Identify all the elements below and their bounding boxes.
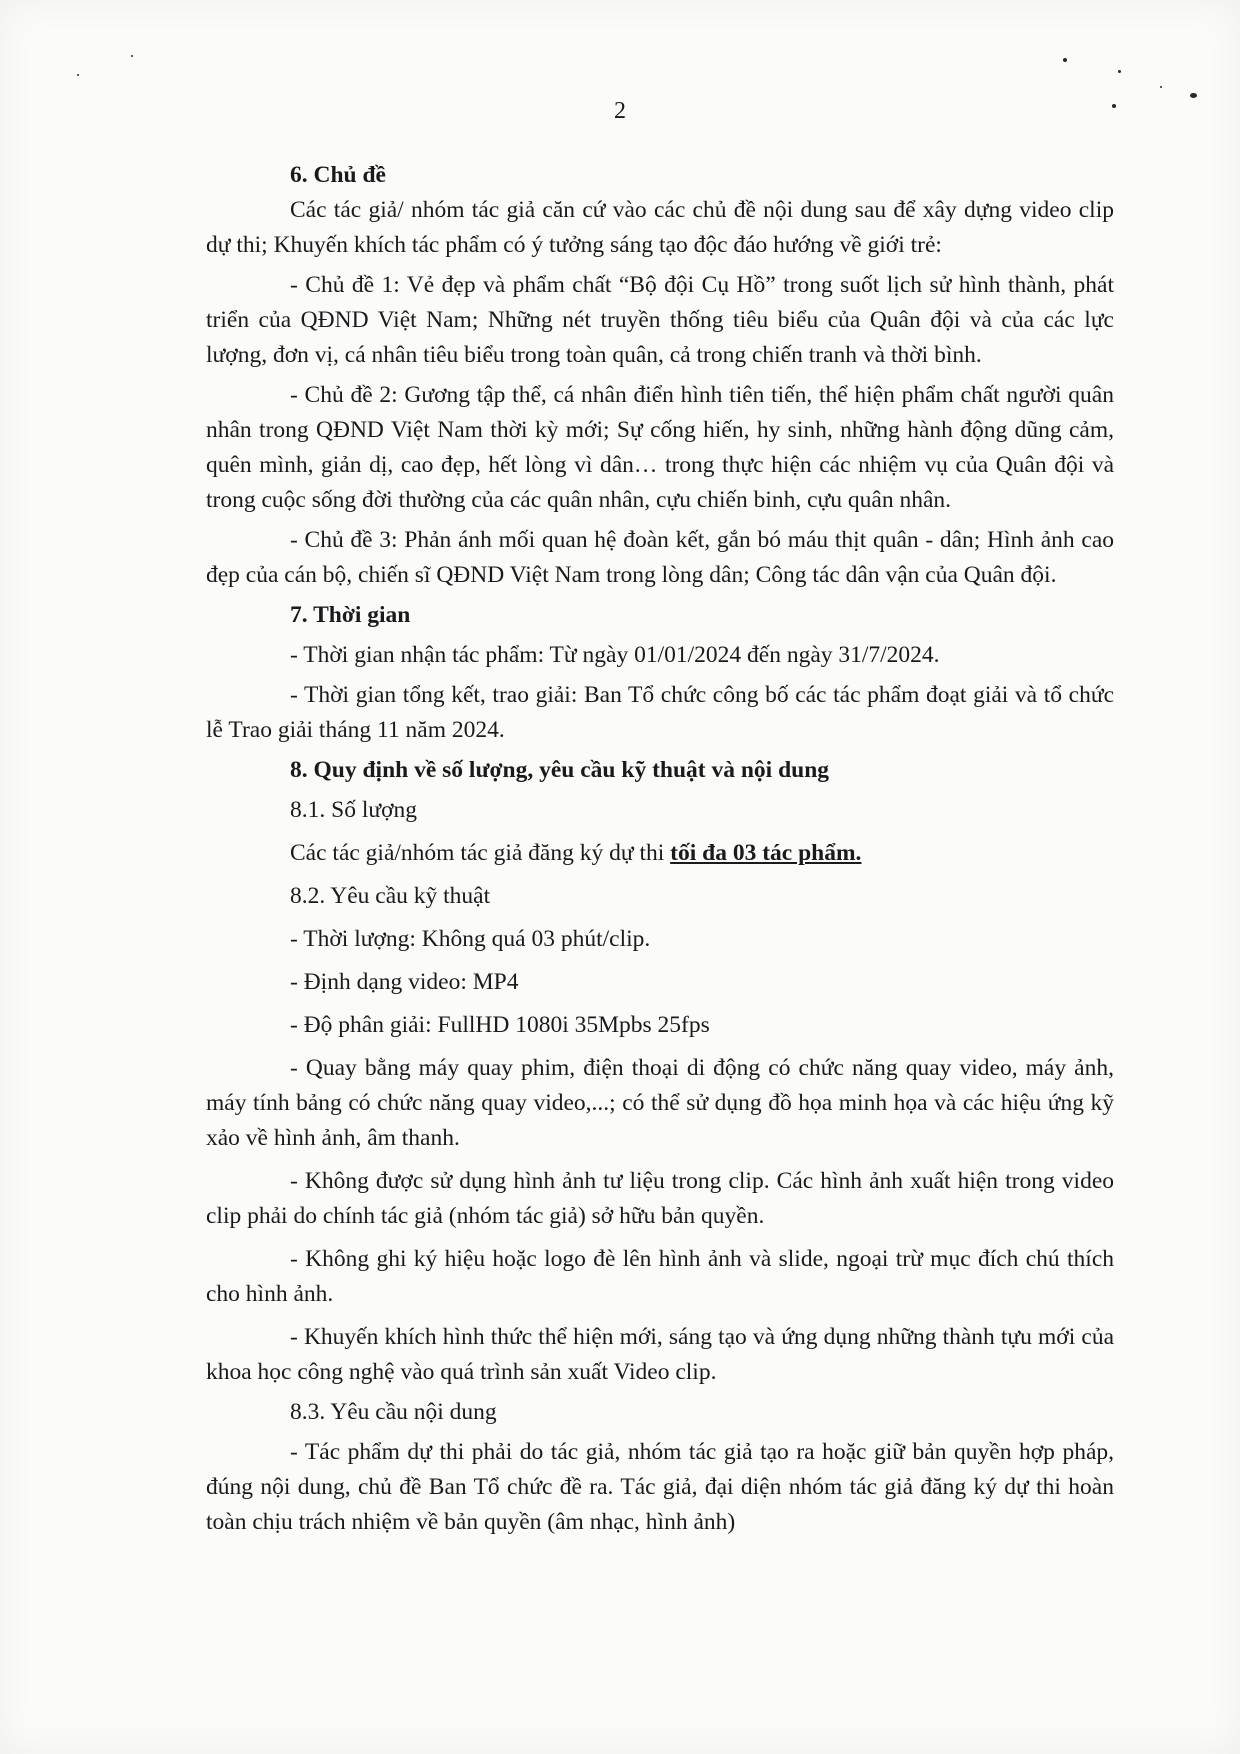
recording-item: - Quay bằng máy quay phim, điện thoại di động có chức năng quay video, máy ảnh, máy tính bảng có chức năng quay video,...; có thể sử dụng đồ họa minh họa và các hiệu ứng kỹ xảo về hình ảnh, âm thanh. (206, 1055, 1114, 1151)
resolution-item: - Độ phân giải: FullHD 1080i 35Mpbs 25fps (290, 1012, 710, 1038)
section-6-heading: 6. Chủ đề (290, 162, 386, 188)
scan-speck (131, 55, 133, 57)
encourage-item: - Khuyến khích hình thức thể hiện mới, sáng tạo và ứng dụng những thành tựu mới của khoa học công nghệ vào quá trình sản xuất Video clip. (206, 1324, 1114, 1385)
document-body (206, 158, 1114, 1540)
section-6-intro: Các tác giả/ nhóm tác giả căn cứ vào các chủ đề nội dung sau để xây dựng video clip dự thi; Khuyến khích tác phẩm có ý tưởng sáng tạo độc đáo hướng về giới trẻ: (206, 197, 1114, 258)
duration-item: - Thời lượng: Không quá 03 phút/clip. (290, 926, 651, 952)
topic-3-paragraph: - Chủ đề 3: Phản ánh mối quan hệ đoàn kết, gắn bó máu thịt quân - dân; Hình ảnh cao đẹp của cán bộ, chiến sĩ QĐND Việt Nam trong lòng dân; Công tác dân vận của Quân đội. (206, 527, 1114, 588)
topic-2-paragraph: - Chủ đề 2: Gương tập thể, cá nhân điển hình tiên tiến, thể hiện phẩm chất người quân nhân trong QĐND Việt Nam thời kỳ mới; Sự cống hiến, hy sinh, những hành động dũng cảm, quên mình, giản dị, cao đẹp, hết lòng vì dân… trong thực hiện các nhiệm vụ của Quân đội và trong cuộc sống đời thường của các quân nhân, cựu chiến binh, cựu quân nhân. (206, 382, 1114, 513)
scan-speck (1063, 58, 1067, 62)
scan-speck (1118, 70, 1121, 73)
quantity-paragraph (206, 836, 1114, 871)
logo-item: - Không ghi ký hiệu hoặc logo đè lên hình ảnh và slide, ngoại trừ mục đích chú thích cho hình ảnh. (206, 1246, 1114, 1307)
section-8-3-heading: 8.3. Yêu cầu nội dung (290, 1399, 497, 1425)
format-item: - Định dạng video: MP4 (290, 969, 519, 995)
section-8-heading: 8. Quy định về số lượng, yêu cầu kỹ thuật và nội dung (290, 757, 830, 783)
quantity-text: Các tác giả/nhóm tác giả đăng ký dự thi (290, 840, 671, 866)
summary-period-paragraph: - Thời gian tổng kết, trao giải: Ban Tổ chức công bố các tác phẩm đoạt giải và tổ chức lễ Trao giải tháng 11 năm 2024. (206, 682, 1114, 743)
section-8-1-heading: 8.1. Số lượng (290, 797, 418, 823)
page-number: 2 (614, 98, 626, 124)
archive-footage-item: - Không được sử dụng hình ảnh tư liệu trong clip. Các hình ảnh xuất hiện trong video clip phải do chính tác giả (nhóm tác giả) sở hữu bản quyền. (206, 1168, 1114, 1229)
copyright-item: - Tác phẩm dự thi phải do tác giả, nhóm tác giả tạo ra hoặc giữ bản quyền hợp pháp, đúng nội dung, chủ đề Ban Tổ chức đề ra. Tác giả, đại diện nhóm tác giả đăng ký dự thi hoàn toàn chịu trách nhiệm về bản quyền (âm nhạc, hình ảnh) (206, 1439, 1114, 1535)
scan-speck (1160, 86, 1162, 88)
section-8-2-heading: 8.2. Yêu cầu kỹ thuật (290, 883, 491, 909)
section-7-heading: 7. Thời gian (290, 602, 411, 628)
quantity-emphasis: tối đa 03 tác phẩm. (670, 840, 862, 866)
receive-period-paragraph: - Thời gian nhận tác phẩm: Từ ngày 01/01/2024 đến ngày 31/7/2024. (290, 642, 940, 668)
topic-1-paragraph: - Chủ đề 1: Vẻ đẹp và phẩm chất “Bộ đội Cụ Hồ” trong suốt lịch sử hình thành, phát triển của QĐND Việt Nam; Những nét truyền thống tiêu biểu của Quân đội và của các lực lượng, đơn vị, cá nhân tiêu biểu trong toàn quân, cả trong chiến tranh và thời bình. (206, 272, 1114, 368)
scan-speck (77, 74, 79, 76)
